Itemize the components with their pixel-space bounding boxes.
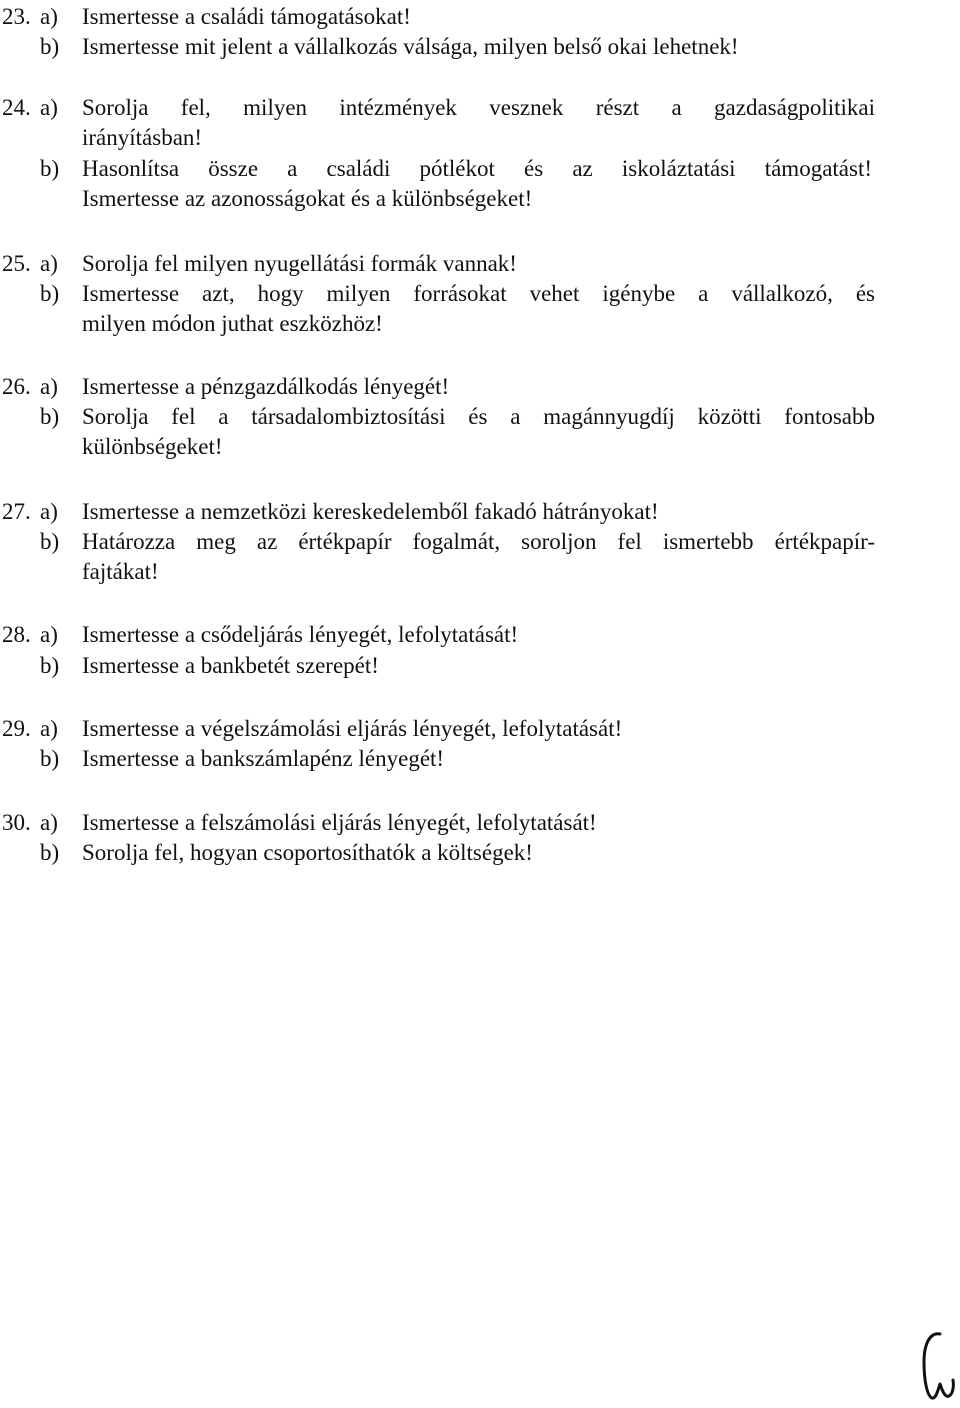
question-number: 26. [2, 374, 31, 399]
item-text-b-cont: milyen módon juthat eszközhöz! [82, 311, 383, 336]
question-number: 27. [2, 499, 31, 524]
question-number: 25. [2, 251, 31, 276]
item-text-a-cont: irányításban! [82, 125, 203, 150]
item-text-a: Ismertesse a nemzetközi kereskedelemből fakadó hátrányokat! [82, 499, 659, 524]
item-label-a: a) [40, 499, 58, 524]
item-text-b: Ismertesse a bankszámlapénz lényegét! [82, 746, 445, 771]
item-text-b: Sorolja fel a társadalombiztosítási és a magánnyugdíj közötti fontosabb [82, 404, 875, 429]
handwritten-signature [918, 1328, 958, 1404]
item-text-a: Ismertesse a családi támogatásokat! [82, 4, 411, 29]
item-label-a: a) [40, 622, 58, 647]
item-label-a: a) [40, 95, 58, 120]
item-label-b: b) [40, 156, 60, 181]
item-text-b: Hasonlítsa össze a családi pótlékot és az iskoláztatási támogatást! [82, 156, 872, 181]
item-text-b: Ismertesse azt, hogy milyen forrásokat vehet igénybe a vállalkozó, és [82, 281, 875, 306]
item-label-a: a) [40, 810, 58, 835]
question-number: 30. [2, 810, 31, 835]
item-text-b-cont: Ismertesse az azonosságokat és a különbségeket! [82, 186, 533, 211]
item-label-b: b) [40, 281, 60, 306]
item-text-b-cont: fajtákat! [82, 559, 159, 584]
item-text-b: Ismertesse mit jelent a vállalkozás válsága, milyen belső okai lehetnek! [82, 34, 739, 59]
item-label-b: b) [40, 746, 60, 771]
item-text-a: Ismertesse a pénzgazdálkodás lényegét! [82, 374, 450, 399]
question-number: 23. [2, 4, 31, 29]
question-number: 28. [2, 622, 31, 647]
item-label-a: a) [40, 716, 58, 741]
item-text-a: Ismertesse a végelszámolási eljárás lényegét, lefolytatását! [82, 716, 623, 741]
item-label-a: a) [40, 251, 58, 276]
item-label-a: a) [40, 4, 58, 29]
item-text-b-cont: különbségeket! [82, 434, 223, 459]
item-text-a: Sorolja fel, milyen intézmények vesznek részt a gazdaságpolitikai [82, 95, 875, 120]
item-text-a: Ismertesse a felszámolási eljárás lényegét, lefolytatását! [82, 810, 597, 835]
item-label-b: b) [40, 34, 60, 59]
item-text-b: Határozza meg az értékpapír fogalmát, soroljon fel ismertebb értékpapír- [82, 529, 875, 554]
item-text-b: Sorolja fel, hogyan csoportosíthatók a költségek! [82, 840, 533, 865]
item-label-b: b) [40, 404, 60, 429]
question-number: 29. [2, 716, 31, 741]
item-label-b: b) [40, 840, 60, 865]
item-label-a: a) [40, 374, 58, 399]
item-text-a: Sorolja fel milyen nyugellátási formák vannak! [82, 251, 517, 276]
item-text-b: Ismertesse a bankbetét szerepét! [82, 653, 379, 678]
item-label-b: b) [40, 653, 60, 678]
item-label-b: b) [40, 529, 60, 554]
item-text-a: Ismertesse a csődeljárás lényegét, lefolytatását! [82, 622, 519, 647]
question-number: 24. [2, 95, 31, 120]
